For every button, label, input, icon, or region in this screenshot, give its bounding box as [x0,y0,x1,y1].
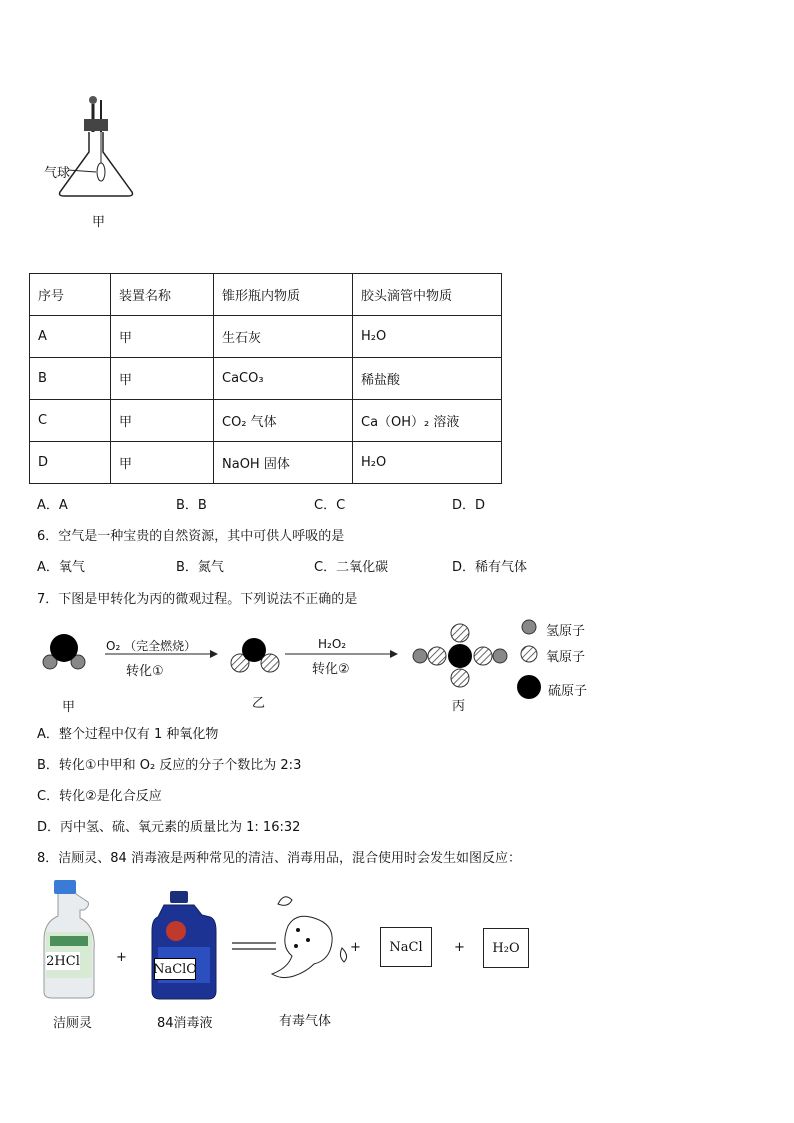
label-jia: 甲 [62,700,76,715]
q6-stem: 6．空气是一种宝贵的自然资源，其中可供人呼吸的是 [37,529,345,544]
q6-option-c[interactable]: C．二氧化碳 [314,560,389,575]
table-cell: 甲 [111,442,214,484]
table-cell: H₂O [353,316,502,358]
plus-1: + [116,950,127,965]
label-toxic-gas: 有毒气体 [279,1014,332,1029]
label-bing: 丙 [452,699,466,714]
table-cell: 生石灰 [214,316,353,358]
molecule-bing [413,624,507,687]
molecule-jia [43,634,85,669]
table-cell: 甲 [111,316,214,358]
table-cell: CO₂ 气体 [214,400,353,442]
table-cell: Ca（OH）₂ 溶液 [353,400,502,442]
table-cell: 甲 [111,358,214,400]
table-row [30,358,502,400]
arrow1-bottom-label: 转化① [126,664,164,679]
table-cell: A [30,316,111,358]
q7-option-c[interactable]: C．转化②是化合反应 [37,789,162,804]
bottle2-formula: NaClO [154,958,196,980]
table-cell: CaCO₃ [214,358,353,400]
q5-option-c[interactable]: C．C [314,498,346,513]
table-cell: C [30,400,111,442]
product-h2o-box: H₂O [483,928,529,968]
plus-2: + [350,940,361,955]
table-header-cell: 胶头滴管中物质 [353,274,502,316]
bottle1-formula: 2HCl [46,953,80,969]
q7-option-a[interactable]: A．整个过程中仅有 1 种氧化物 [37,727,219,742]
q6-option-d[interactable]: D．稀有气体 [452,560,528,575]
legend-hydrogen-icon [522,620,536,634]
table-row [30,400,502,442]
legend-sulfur-icon [517,675,541,699]
arrow1-top-label: O₂ （完全燃烧） [106,639,197,653]
q6-option-b[interactable]: B．氮气 [176,560,224,575]
table-cell: 稀盐酸 [353,358,502,400]
table-header-cell: 锥形瓶内物质 [214,274,353,316]
legend-sulfur-label: 硫原子 [548,684,588,699]
product-nacl-box: NaCl [380,927,432,967]
legend-oxygen-icon [521,646,537,662]
table-cell: D [30,442,111,484]
q5-option-b[interactable]: B．B [176,498,207,513]
molecule-yi [231,638,279,672]
toxic-gas-cloud-icon [266,890,350,990]
table-cell: NaOH 固体 [214,442,353,484]
arrow2-top-label: H₂O₂ [318,637,347,651]
q7-stem: 7．下图是甲转化为丙的微观过程。下列说法不正确的是 [37,592,358,607]
table-cell: H₂O [353,442,502,484]
table-header-row [30,274,502,316]
label-toilet-cleaner: 洁厕灵 [53,1016,93,1031]
plus-3: + [454,940,465,955]
table-header-cell: 序号 [30,274,111,316]
table-cell: 甲 [111,400,214,442]
bottle-toilet-cleaner [40,880,100,1002]
arrow2-bottom-label: 转化② [312,662,350,677]
apparatus-flask-diagram [40,92,140,207]
q5-option-a[interactable]: A．A [37,498,68,513]
apparatus-caption: 甲 [92,215,106,230]
q7-option-d[interactable]: D．丙中氢、硫、氧元素的质量比为 1: 16:32 [37,820,301,835]
legend-hydrogen-label: 氢原子 [546,624,586,639]
legend-oxygen-label: 氧原子 [546,650,586,665]
bottle-84-disinfectant [150,891,218,1003]
balloon-label: 气球 [44,166,71,181]
q5-option-d[interactable]: D．D [452,498,486,513]
table-row [30,442,502,484]
q7-option-b[interactable]: B．转化①中甲和 O₂ 反应的分子个数比为 2:3 [37,758,302,773]
options-table [29,273,502,484]
label-84-disinfectant: 84消毒液 [157,1016,213,1031]
table-cell: B [30,358,111,400]
q8-stem: 8．洁厕灵、84 消毒液是两种常见的清洁、消毒用品，混合使用时会发生如图反应： [37,851,521,866]
label-yi: 乙 [252,696,266,711]
table-row [30,316,502,358]
q6-option-a[interactable]: A．氧气 [37,560,85,575]
table-header-cell: 装置名称 [111,274,214,316]
